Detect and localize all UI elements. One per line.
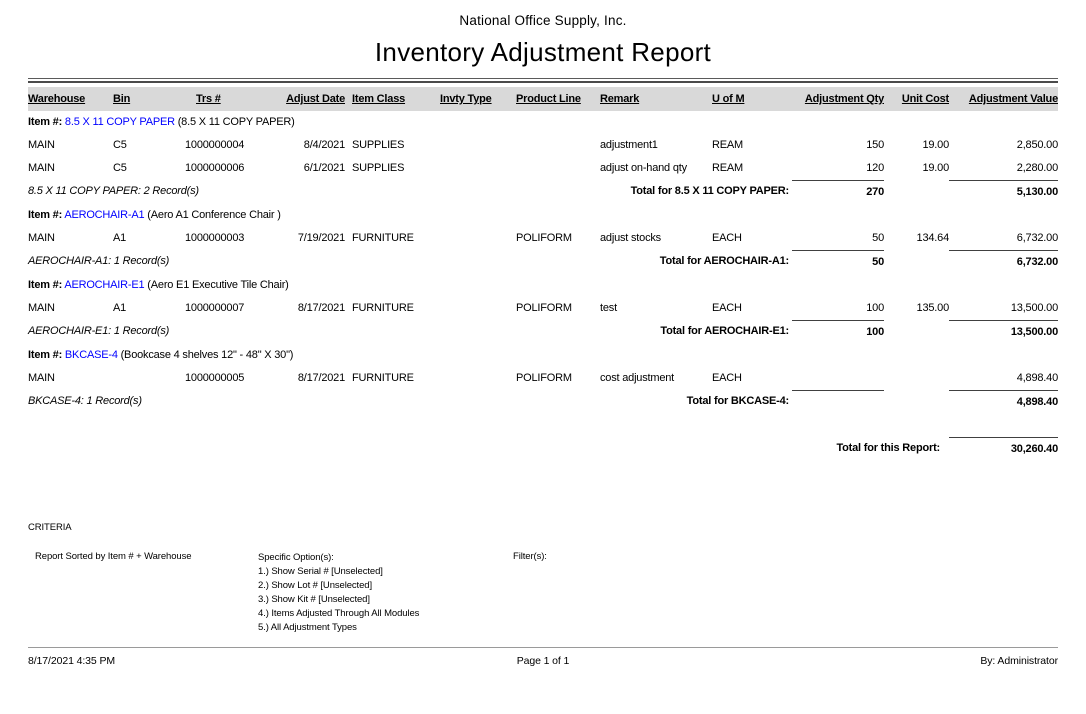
cell-uofm: REAM <box>712 139 743 151</box>
cell-unit-cost: 135.00 <box>916 302 949 314</box>
item-group-header <box>28 204 1058 227</box>
cell-adjustment-qty: 150 <box>866 139 884 151</box>
group-total-label: Total for BKCASE-4: <box>686 395 789 407</box>
column-header-bin: Bin <box>113 93 131 105</box>
cell-adjustment-qty: 120 <box>866 162 884 174</box>
item-group-rows <box>28 297 1058 320</box>
item-description: (Aero E1 Executive Tile Chair) <box>147 279 289 291</box>
item-group-rows <box>28 227 1058 250</box>
report-total-value: 30,260.40 <box>949 437 1058 460</box>
group-total-unit-cost-spacer <box>884 250 949 273</box>
cell-adjust-date: 8/17/2021 <box>297 302 345 314</box>
cell-adjust-date: 8/4/2021 <box>303 139 345 151</box>
item-group-rows <box>28 134 1058 180</box>
criteria-section <box>28 522 1058 635</box>
column-header-item-class: Item Class <box>352 93 406 105</box>
criteria-option: 3.) Show Kit # [Unselected] <box>258 594 370 605</box>
column-header-product-line: Product Line <box>516 93 581 105</box>
item-number-label: Item #: <box>28 349 63 361</box>
cell-warehouse: MAIN <box>28 372 55 384</box>
column-header-uofm: U of M <box>712 93 745 105</box>
cell-adjustment-value: 6,732.00 <box>1016 232 1058 244</box>
cell-adjustment-value: 4,898.40 <box>1016 372 1058 384</box>
item-description: (Aero A1 Conference Chair ) <box>147 209 281 221</box>
cell-adjustment-qty: 50 <box>872 232 884 244</box>
group-total-value: 5,130.00 <box>949 180 1058 203</box>
item-description: (Bookcase 4 shelves 12" - 48" X 30") <box>120 349 294 361</box>
cell-uofm: EACH <box>712 372 742 384</box>
cell-adjustment-qty: 100 <box>866 302 884 314</box>
item-number-label: Item #: <box>28 209 63 221</box>
item-group <box>28 111 1058 203</box>
criteria-row <box>28 551 1058 635</box>
item-number-label: Item #: <box>28 116 63 128</box>
cell-uofm: EACH <box>712 302 742 314</box>
group-record-count: AEROCHAIR-E1: 1 Record(s) <box>28 325 170 337</box>
cell-item-class: FURNITURE <box>352 232 414 244</box>
group-total-label: Total for AEROCHAIR-E1: <box>660 325 789 337</box>
group-total-unit-cost-spacer <box>884 320 949 343</box>
group-total-value: 4,898.40 <box>949 390 1058 413</box>
cell-adjust-date: 6/1/2021 <box>303 162 345 174</box>
group-total-qty: 50 <box>792 250 884 273</box>
item-group-header <box>28 344 1058 367</box>
column-header-adjustment-value: Adjustment Value <box>968 93 1058 105</box>
cell-item-class: SUPPLIES <box>352 162 405 174</box>
group-record-count: AEROCHAIR-A1: 1 Record(s) <box>28 255 170 267</box>
cell-adjustment-value: 13,500.00 <box>1010 302 1058 314</box>
group-total-value: 13,500.00 <box>949 320 1058 343</box>
company-name: National Office Supply, Inc. <box>459 13 627 28</box>
table-row <box>28 367 1058 390</box>
cell-remark: test <box>600 302 617 314</box>
cell-warehouse: MAIN <box>28 302 55 314</box>
group-total-value: 6,732.00 <box>949 250 1058 273</box>
item-link[interactable]: AEROCHAIR-A1 <box>64 209 145 221</box>
group-total-qty: 270 <box>792 180 884 203</box>
cell-product-line: POLIFORM <box>516 232 572 244</box>
cell-unit-cost: 19.00 <box>922 162 949 174</box>
cell-warehouse: MAIN <box>28 162 55 174</box>
page-footer <box>28 647 1058 669</box>
cell-bin: C5 <box>113 162 127 174</box>
criteria-specific-options <box>258 551 513 635</box>
item-link[interactable]: AEROCHAIR-E1 <box>64 279 145 291</box>
table-row <box>28 157 1058 180</box>
footer-printed-by: By: Administrator <box>980 655 1058 667</box>
criteria-option: 4.) Items Adjusted Through All Modules <box>258 608 420 619</box>
cell-adjust-date: 7/19/2021 <box>297 232 345 244</box>
cell-uofm: EACH <box>712 232 742 244</box>
criteria-sorted-by: Report Sorted by Item # + Warehouse <box>35 551 192 562</box>
item-group <box>28 204 1058 273</box>
group-total-row <box>28 250 1058 273</box>
group-total-unit-cost-spacer <box>884 390 949 413</box>
column-header-remark: Remark <box>600 93 640 105</box>
group-record-count: BKCASE-4: 1 Record(s) <box>28 395 142 407</box>
criteria-option: 2.) Show Lot # [Unselected] <box>258 580 373 591</box>
column-header-trs: Trs # <box>196 93 221 105</box>
criteria-option-list <box>258 565 513 635</box>
cell-trs: 1000000005 <box>185 372 245 384</box>
cell-unit-cost: 134.64 <box>916 232 949 244</box>
group-total-unit-cost-spacer <box>884 180 949 203</box>
group-total-label: Total for AEROCHAIR-A1: <box>659 255 789 267</box>
cell-trs: 1000000006 <box>185 162 245 174</box>
item-description: (8.5 X 11 COPY PAPER) <box>177 116 295 128</box>
cell-adjustment-value: 2,850.00 <box>1016 139 1058 151</box>
item-group-header <box>28 111 1058 134</box>
cell-remark: adjust stocks <box>600 232 661 244</box>
item-group <box>28 274 1058 343</box>
item-group <box>28 344 1058 413</box>
report-total-label: Total for this Report: <box>836 442 940 454</box>
cell-adjust-date: 8/17/2021 <box>297 372 345 384</box>
column-header-adjustment-qty: Adjustment Qty <box>804 93 884 105</box>
item-number-label: Item #: <box>28 279 63 291</box>
criteria-option: 5.) All Adjustment Types <box>258 622 357 633</box>
cell-trs: 1000000003 <box>185 232 245 244</box>
cell-item-class: SUPPLIES <box>352 139 405 151</box>
criteria-option: 1.) Show Serial # [Unselected] <box>258 566 383 577</box>
cell-product-line: POLIFORM <box>516 372 572 384</box>
item-link[interactable]: BKCASE-4 <box>64 349 118 361</box>
table-row <box>28 227 1058 250</box>
cell-item-class: FURNITURE <box>352 372 414 384</box>
footer-datetime: 8/17/2021 4:35 PM <box>28 655 116 667</box>
group-record-count: 8.5 X 11 COPY PAPER: 2 Record(s) <box>28 185 199 197</box>
cell-item-class: FURNITURE <box>352 302 414 314</box>
criteria-heading: CRITERIA <box>28 522 72 533</box>
cell-bin: C5 <box>113 139 127 151</box>
group-total-label: Total for 8.5 X 11 COPY PAPER: <box>630 185 789 197</box>
column-header-adjust-date: Adjust Date <box>286 93 345 105</box>
cell-product-line: POLIFORM <box>516 302 572 314</box>
column-header-warehouse: Warehouse <box>28 93 86 105</box>
group-total-qty: 100 <box>792 320 884 343</box>
cell-warehouse: MAIN <box>28 139 55 151</box>
item-group-rows <box>28 367 1058 390</box>
cell-trs: 1000000007 <box>185 302 245 314</box>
criteria-filters-label: Filter(s): <box>513 551 547 562</box>
cell-remark: adjust on-hand qty <box>600 162 687 174</box>
table-row <box>28 297 1058 320</box>
group-total-qty <box>792 390 884 413</box>
item-group-header <box>28 274 1058 297</box>
report-total-row <box>28 437 1058 460</box>
column-header-invty-type: Invty Type <box>440 93 492 105</box>
cell-bin: A1 <box>113 302 127 314</box>
table-header-row <box>28 87 1058 111</box>
group-total-row <box>28 320 1058 343</box>
group-total-row <box>28 390 1058 413</box>
group-total-row <box>28 180 1058 203</box>
cell-trs: 1000000004 <box>185 139 245 151</box>
column-header-unit-cost: Unit Cost <box>901 93 949 105</box>
item-groups-container <box>28 111 1058 413</box>
cell-remark: adjustment1 <box>600 139 658 151</box>
cell-remark: cost adjustment <box>600 372 675 384</box>
table-row <box>28 134 1058 157</box>
cell-uofm: REAM <box>712 162 743 174</box>
item-link[interactable]: 8.5 X 11 COPY PAPER <box>64 116 175 128</box>
cell-adjustment-value: 2,280.00 <box>1016 162 1058 174</box>
criteria-specific-options-label: Specific Option(s): <box>258 552 334 563</box>
cell-warehouse: MAIN <box>28 232 55 244</box>
footer-page-number: Page 1 of 1 <box>516 655 570 667</box>
cell-bin: A1 <box>113 232 127 244</box>
title-divider <box>28 78 1058 83</box>
page-title: Inventory Adjustment Report <box>374 37 712 67</box>
cell-unit-cost: 19.00 <box>922 139 949 151</box>
